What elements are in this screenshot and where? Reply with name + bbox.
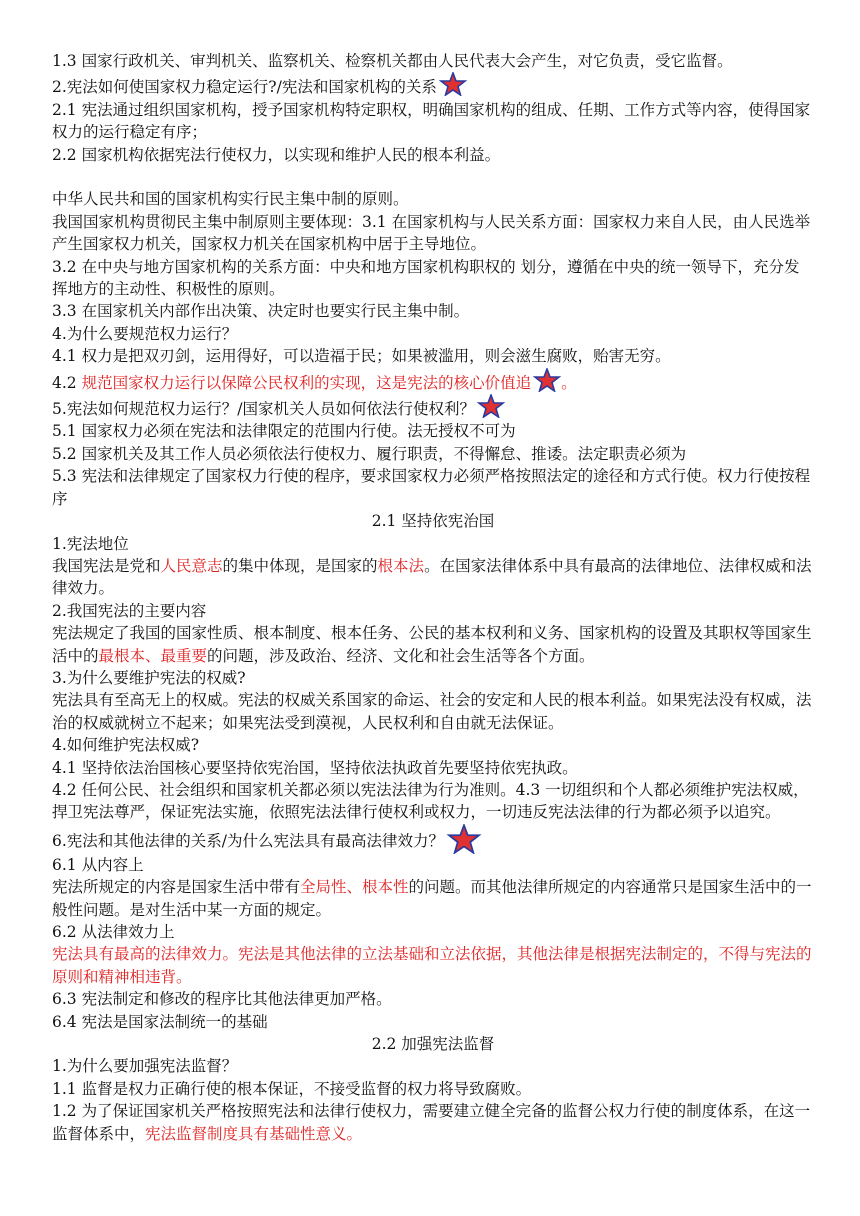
text-segment: 宪法规定了我国的国家性质、根本制度、根本任务、公民的基本权利和义务、国家机构的设置及其职权等国家生活中的: [52, 624, 812, 665]
text-line: 4.2 任何公民、社会组织和国家机关都必须以宪法法律为行为准则。4.3 一切组织和个人都必须维护宪法权威，捍卫宪法尊严，保证宪法实施，依照宪法法律行使权利或权力，一切违反宪法法律的行为都必须予以追究。: [52, 780, 809, 822]
highlight-text: 宪法具有最高的法律效力。宪法是其他法律的立法基础和立法依据，其他法律是根据宪法制定的，不得与宪法的原则和精神相违背。: [52, 945, 812, 986]
question-line: 1.为什么要加强宪法监督？: [52, 1057, 238, 1076]
highlight-text: 最根本、最重要: [98, 646, 208, 665]
text-line: 中华人民共和国的国家机构实行民主集中制的原则。: [52, 190, 409, 209]
text-segment: 的问题。而其他法律所规定的内容通常只是国家生活中的一般性问题。是对生活中某一方面的规定。: [52, 878, 812, 919]
text-line: [52, 1100, 814, 1145]
text-line: 6.4 宪法是国家法制统一的基础: [52, 1012, 268, 1031]
question-text: 5.宪法如何规范权力运行？/国家机关人员如何依法行使权利？: [52, 400, 476, 419]
text-line: 4.1 权力是把双刃剑，运用得好，可以造福于民；如果被滥用，则会滋生腐败，贻害无穷。: [52, 347, 671, 366]
question-line: 2.我国宪法的主要内容: [52, 601, 207, 620]
text-line: [52, 555, 814, 600]
text-line: 5.3 宪法和法律规定了国家权力行使的程序，要求国家权力必须严格按照法定的途径和方式行使。权力行使按程序: [52, 467, 811, 508]
text-line: [52, 368, 814, 394]
blank-line: [52, 166, 814, 188]
question-line: 4.为什么要规范权力运行？: [52, 324, 238, 343]
text-segment: 宪法所规定的内容是国家生活中带有: [52, 878, 301, 897]
text-line: 宪法具有至高无上的权威。宪法的权威关系国家的命运、社会的安定和人民的根本利益。如果宪法没有权威，法治的权威就树立不起来；如果宪法受到漠视，人民权利和自由就无法保证。: [52, 691, 812, 732]
question-line: [52, 394, 814, 420]
star-icon: [477, 394, 505, 418]
text-segment: 1.2 为了保证国家机关严格按照宪法和法律行使权力，需要建立健全完备的监督公权力行使的制度体系，在这一监督体系中，: [52, 1102, 811, 1143]
document-page: [52, 50, 814, 1145]
text-line: 5.1 国家权力必须在宪法和法律限定的范围内行使。法无授权不可为: [52, 422, 516, 441]
text-line: 3.3 在国家机关内部作出决策、决定时也要实行民主集中制。: [52, 302, 470, 321]
text-line: 2.1 宪法通过组织国家机构，授予国家机构特定职权，明确国家机构的组成、任期、工作方式等内容，使得国家权力的运行稳定有序；: [52, 100, 811, 142]
question-line: [52, 72, 814, 98]
text-line: 5.2 国家机关及其工作人员必须依法行使权力、履行职责，不得懈怠、推诿。法定职责必须为: [52, 444, 687, 463]
highlight-text: 全局性、根本性: [300, 878, 409, 897]
text-line: 6.3 宪法制定和修改的程序比其他法律更加严格。: [52, 990, 392, 1009]
text-line: 3.2 在中央与地方国家机构的关系方面：中央和地方国家机构职权的 划分，遵循在中央的统一领导下，充分发挥地方的主动性、积极性的原则。: [52, 257, 800, 299]
text-line: 2.2 国家机构依据宪法行使权力，以实现和维护人民的根本利益。: [52, 145, 501, 164]
highlight-text: 。: [561, 373, 577, 392]
question-line: [52, 824, 814, 854]
star-icon: [446, 824, 482, 854]
text-segment: 4.2: [52, 373, 82, 392]
section-heading: 2.1 坚持依宪治国: [371, 512, 495, 531]
text-line: [52, 622, 814, 667]
highlight-text: 规范国家权力运行以保障公民权利的实现，这是宪法的核心价值追: [81, 373, 532, 392]
highlight-text: 根本法: [377, 556, 425, 575]
question-text: 6.宪法和其他法律的关系/为什么宪法具有最高法律效力？: [52, 831, 445, 850]
text-line: 1.3 国家行政机关、审判机关、监察机关、检察机关都由人民代表大会产生，对它负责，受它监督。: [52, 52, 733, 70]
text-line: 6.1 从内容上: [52, 855, 144, 874]
star-icon: [439, 72, 467, 96]
text-line: 4.1 坚持依法治国核心要坚持依宪治国，坚持依法执政首先要坚持依宪执政。: [52, 758, 578, 777]
text-line: 我国国家机构贯彻民主集中制原则主要体现：3.1 在国家机构与人民关系方面：国家权力来自人民，由人民选举产生国家权力机关，国家权力机关在国家机构中居于主导地位。: [52, 212, 811, 254]
text-line: [52, 876, 814, 921]
text-line: 6.2 从法律效力上: [52, 923, 175, 942]
text-segment: 我国宪法是党和: [52, 556, 161, 575]
text-segment: 。在国家法律体系中具有最高的法律地位、法律权威和法律效力。: [52, 556, 812, 598]
question-text: 2.宪法如何使国家权力稳定运行?/宪法和国家机构的关系: [52, 78, 437, 97]
question-line: 1.宪法地位: [52, 534, 129, 553]
text-segment: 的问题，涉及政治、经济、文化和社会生活等各个方面。: [207, 646, 595, 665]
text-line: 1.1 监督是权力正确行使的根本保证，不接受监督的权力将导致腐败。: [52, 1079, 532, 1098]
text-segment: 的集中体现，是国家的: [222, 556, 378, 575]
highlight-text: 人民意志: [160, 556, 223, 575]
question-line: 3.为什么要维护宪法的权威?: [52, 668, 246, 687]
question-line: 4.如何维护宪法权威?: [52, 736, 200, 755]
highlight-text: 宪法监督制度具有基础性意义。: [145, 1124, 363, 1143]
section-heading: 2.2 加强宪法监督: [371, 1035, 495, 1054]
star-icon: [533, 368, 561, 392]
